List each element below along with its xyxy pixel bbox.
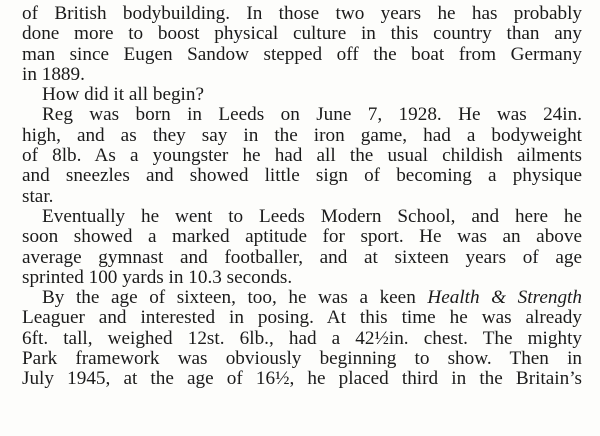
text-line: Reg was born in Leeds on June 7, 1928. He was 24in. bbox=[42, 105, 582, 126]
text-run: By the age of sixteen, too, he was a keen bbox=[42, 288, 428, 309]
text-line: Eventually he went to Leeds Modern School, and here he bbox=[42, 206, 582, 227]
text-line: and sneezles and showed little sign of becoming a physique bbox=[22, 166, 582, 187]
magazine-title: Health & Strength bbox=[427, 288, 582, 309]
text-line: star. bbox=[22, 186, 54, 207]
text-line: soon showed a marked aptitude for sport. He was an above bbox=[22, 227, 582, 248]
text-line: sprinted 100 yards in 10.3 seconds. bbox=[22, 267, 293, 288]
text-line: Park framework was obviously beginning to show. Then in bbox=[22, 349, 582, 370]
text-line: 6ft. tall, weighed 12st. 6lb., had a 42½in. chest. The mighty bbox=[22, 328, 582, 349]
text-line: of 8lb. As a youngster he had all the usual childish ailments bbox=[22, 146, 582, 167]
text-line: of British bodybuilding. In those two years he has probably bbox=[22, 4, 582, 24]
text-line: high, and as they say in the iron game, had a bodyweight bbox=[22, 125, 582, 146]
text-line: Leaguer and interested in posing. At this time he was already bbox=[22, 308, 582, 329]
text-line: How did it all begin? bbox=[42, 85, 204, 106]
text-line bbox=[22, 288, 582, 308]
text-line: average gymnast and footballer, and at sixteen years of age bbox=[22, 247, 582, 268]
article-text bbox=[22, 4, 582, 390]
text-line: done more to boost physical culture in this country than any bbox=[22, 24, 582, 45]
text-line: in 1889. bbox=[22, 64, 85, 85]
text-line: July 1945, at the age of 16½, he placed third in the Britain’s bbox=[22, 369, 582, 390]
text-line: man since Eugen Sandow stepped off the boat from Germany bbox=[22, 44, 582, 65]
